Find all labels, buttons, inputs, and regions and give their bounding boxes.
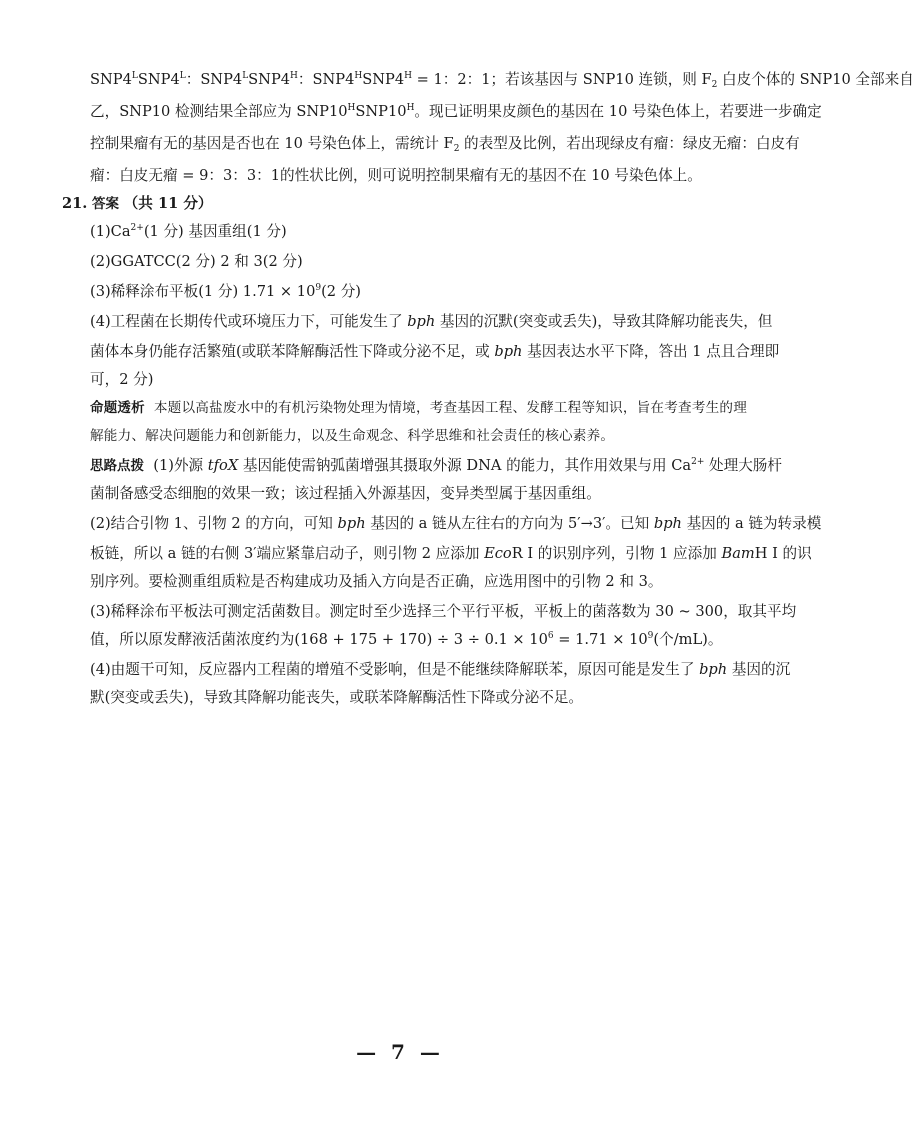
q21-answer-3: (3)稀释涂布平板(1 分) $1.71 \times 10^9(2$ 分) xyxy=(90,283,361,300)
page-number: — 7 — xyxy=(356,1040,444,1064)
q21-answer-4-line-2: 菌体本身仍能存活繁殖(或联苯降解酶活性下降或分泌不足，或 bph 基因表达水平下降，答出 1 点且合理即 xyxy=(90,343,780,360)
approach-p1-line-1: 思路点拨 (1)外源 tfoX 基因能使需钠弧菌增强其摄取外源 DNA 的能力，其作用效果与用 $Ca^{2+}$ 处理大肠杆 xyxy=(90,457,782,474)
q21-answer-4-line-3: 可，2 分) xyxy=(90,371,154,388)
q21-answer-label: 答案 xyxy=(92,196,120,212)
approach-p1-line-2: 菌制备感受态细胞的效果一致；该过程插入外源基因，变异类型属于基因重组。 xyxy=(90,485,601,502)
approach-p4-line-2: 默(突变或丢失)，导致其降解功能丧失，或联苯降解酶活性下降或分泌不足。 xyxy=(90,689,583,706)
approach-p3-line-1: (3)稀释涂布平板法可测定活菌数目。测定时至少选择三个平行平板，平板上的菌落数为 30 ~ 300，取其平均 xyxy=(90,603,797,620)
q21-answer-2: (2)GGATCC(2 分) 2 和 3(2 分) xyxy=(90,253,303,270)
analysis-label: 命题透析 xyxy=(90,400,145,416)
q21-answer-4-line-1: (4)工程菌在长期传代或环境压力下，可能发生了 bph 基因的沉默(突变或丢失)，导致其降解功能丧失，但 xyxy=(90,313,773,330)
q21-heading xyxy=(62,194,213,214)
q20-cont-line-1: $SNP4^LSNP4^L$：$SNP4^LSNP4^H$：$SNP4^HSNP4^H = 1$：2：1；若该基因与 SNP10 连锁，则 $F_2$ 白皮个体的 SNP10 全部来自 xyxy=(90,71,914,90)
approach-label: 思路点拨 xyxy=(90,458,144,474)
analysis-line-2: 解能力、解决问题能力和创新能力，以及生命观念、科学思维和社会责任的核心素养。 xyxy=(90,428,615,444)
approach-p3-line-2: 值，所以原发酵液活菌浓度约为$(168 + 175 + 170) \div 3 \div 0.1 \times 10^6 = 1.71 \times 10^9$(个/mL)。 xyxy=(90,631,723,648)
q20-cont-line-3: 控制果瘤有无的基因是否也在 10 号染色体上，需统计 $F_2$ 的表型及比例，若出现绿皮有瘤：绿皮无瘤：白皮有 xyxy=(90,135,800,154)
q21-score: （共 11 分） xyxy=(123,195,213,212)
q21-answer-1: $(1)Ca^{2+}(1$ 分) 基因重组(1 分) xyxy=(90,223,287,240)
q21-number: 21. xyxy=(62,195,88,212)
q20-cont-line-2: 乙，SNP10 检测结果全部应为 $SNP10^HSNP10^H$。现已证明果皮颜色的基因在 10 号染色体上，若要进一步确定 xyxy=(90,103,822,120)
q20-cont-line-4: 瘤：白皮无瘤 = 9：3：3：1的性状比例，则可说明控制果瘤有无的基因不在 10 号染色体上。 xyxy=(90,167,702,184)
approach-p2-line-2: 板链，所以 a 链的右侧 3′端应紧靠启动子，则引物 2 应添加 EcoR Ⅰ 的识别序列，引物 1 应添加 BamH Ⅰ 的识 xyxy=(90,545,812,562)
analysis-line-1: 命题透析 本题以高盐废水中的有机污染物处理为情境，考查基因工程、发酵工程等知识，旨在考查考生的理 xyxy=(90,400,747,416)
approach-p2-line-3: 别序列。要检测重组质粒是否构建成功及插入方向是否正确，应选用图中的引物 2 和 3。 xyxy=(90,573,663,590)
approach-p4-line-1: (4)由题干可知，反应器内工程菌的增殖不受影响，但是不能继续降解联苯，原因可能是发生了 bph 基因的沉 xyxy=(90,661,791,678)
approach-p2-line-1: (2)结合引物 1、引物 2 的方向，可知 bph 基因的 a 链从左往右的方向为 5′→3′。已知 bph 基因的 a 链为转录模 xyxy=(90,515,822,532)
